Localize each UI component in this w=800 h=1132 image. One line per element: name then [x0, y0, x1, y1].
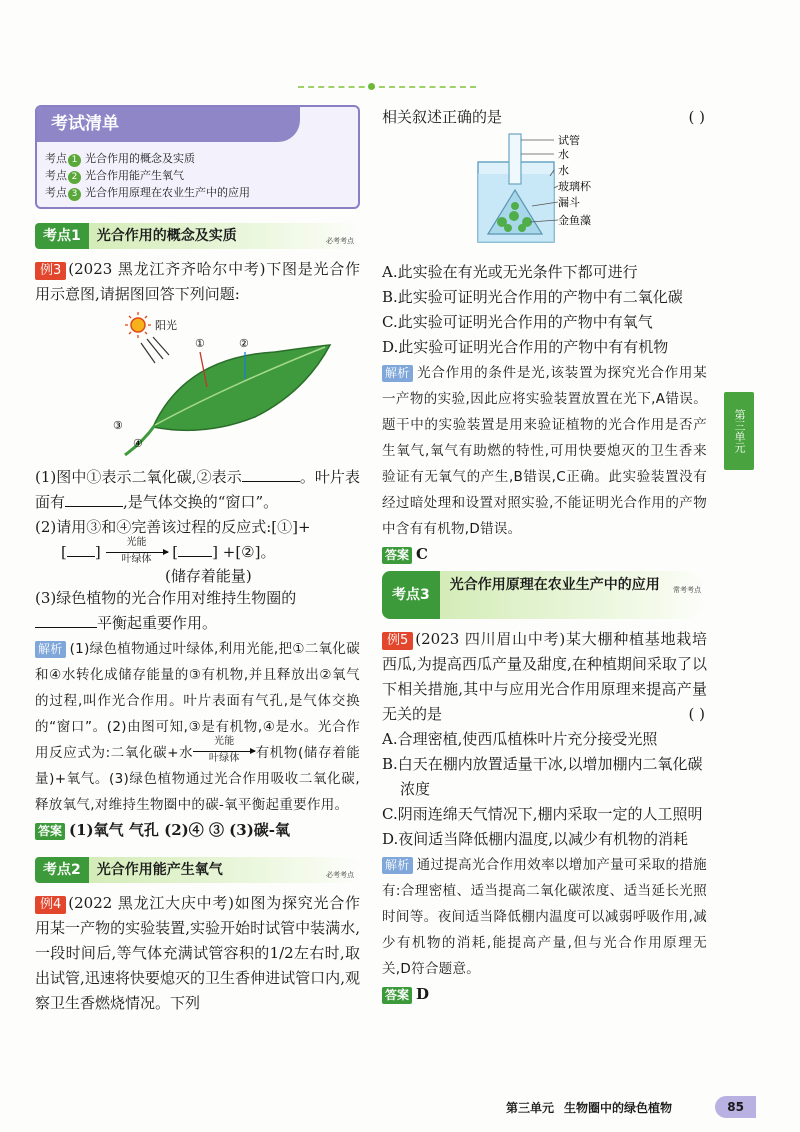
top-decoration	[298, 86, 476, 88]
right-column	[382, 105, 707, 1007]
question-1: (1)图中①表示二氧化碳,②表示 。叶片表面有 ,是气体交换的“窗口”。	[35, 468, 360, 511]
test-tube	[509, 134, 521, 184]
question-2: (2)请用③和④完善该过程的反应式:[①]+	[35, 518, 311, 536]
example-5-answer: 答案 D	[382, 982, 707, 1007]
answer-label: 答案	[382, 547, 412, 564]
label-beaker: 玻璃杯	[558, 180, 591, 193]
light-arrows-icon	[141, 337, 169, 363]
label-hornwort: 金鱼藻	[558, 214, 591, 227]
example-label: 例5	[382, 632, 413, 650]
section-title: 光合作用能产生氧气 必考考点	[89, 857, 360, 883]
answer-parentheses[interactable]: ( )	[688, 705, 705, 723]
explanation-label: 解析	[382, 365, 413, 382]
sun-icon	[125, 312, 151, 338]
explanation-label: 解析	[35, 641, 66, 658]
equation-note: (储存着能量)	[165, 566, 252, 585]
reaction-arrow: 光能 叶绿体	[193, 740, 255, 765]
label-water: 水	[558, 148, 569, 161]
reaction-equation: [ ] 光能 叶绿体 [ ] +[②]。	[61, 536, 276, 565]
section-title: 光合作用的概念及实质 必考考点	[89, 223, 360, 249]
answer-blank[interactable]	[65, 491, 123, 507]
example-3-answer: 答案 (1)氧气 气孔 (2)④ ③ (3)碳-氧	[35, 818, 360, 843]
section-note: 必考考点	[326, 237, 354, 245]
answer-blank[interactable]	[35, 612, 97, 628]
footer-chapter: 生物圈中的绿色植物	[564, 1100, 673, 1115]
label-4: ④	[133, 437, 143, 450]
label-funnel: 漏斗	[558, 196, 580, 209]
option-a: A.此实验在有光或无光条件下都可进行	[382, 263, 638, 281]
answer-parentheses[interactable]: ( )	[688, 108, 705, 126]
example-4-answer: 答案 C	[382, 542, 707, 567]
answer-label: 答案	[35, 823, 65, 840]
point-number-badge: 3	[68, 188, 81, 201]
reaction-arrow: 光能 叶绿体	[106, 541, 168, 566]
section-tag: 考点2	[35, 857, 89, 883]
example-4-stem-continued: 相关叙述正确的是 ( )	[382, 105, 707, 130]
option-d: D.夜间适当降低棚内温度,以减少有机物的消耗	[382, 830, 689, 848]
section-tag: 考点3	[382, 571, 440, 619]
point-number-badge: 1	[68, 154, 81, 167]
checklist-item: 考点 3 光合作用原理在农业生产中的应用	[45, 186, 250, 199]
label-2: ②	[239, 337, 249, 350]
answer-label: 答案	[382, 987, 412, 1004]
section-note: 常考考点	[673, 586, 701, 594]
label-3: ③	[113, 419, 123, 432]
footer-unit: 第三单元	[506, 1100, 555, 1115]
section-header-3	[382, 571, 707, 619]
section-header-1	[35, 223, 360, 249]
option-c: C.此实验可证明光合作用的产物中有氧气	[382, 313, 653, 331]
exam-checklist	[35, 105, 360, 209]
option-a: A.合理密植,使西瓜植株叶片充分接受光照	[382, 730, 658, 748]
page-footer	[506, 1096, 756, 1118]
example-5-explanation: 解析 通过提高光合作用效率以增加产量可采取的措施有:合理密植、适当提高二氧化碳浓度、适当延长光照时间等。夜间适当降低棚内温度可以减弱呼吸作用,减少有机物的消耗,能提高产量,但与光合作用原理无关,D符合题意。	[382, 857, 707, 977]
answer-blank[interactable]	[242, 466, 300, 482]
example-label: 例4	[35, 896, 66, 914]
example-label: 例3	[35, 262, 66, 280]
label-test-tube: 试管	[558, 134, 580, 147]
option-b: B.白天在棚内放置适量干冰,以增加棚内二氧化碳浓度	[382, 755, 703, 798]
checklist-item: 考点 2 光合作用能产生氧气	[45, 169, 184, 182]
unit-side-tab[interactable]: 第三单元	[724, 392, 754, 470]
example-3-stem: 例3 (2023 黑龙江齐齐哈尔中考)下图是光合作用示意图,请据图回答下列问题:	[35, 260, 360, 303]
sun-label: 阳光	[155, 319, 177, 332]
section-title: 光合作用原理在农业生产中的应用 常考考点	[440, 571, 707, 619]
checklist-title: 考试清单	[37, 107, 300, 142]
section-note: 必考考点	[326, 870, 354, 879]
page-number: 85	[715, 1096, 756, 1118]
option-c: C.阴雨连绵天气情况下,棚内采取一定的人工照明	[382, 805, 703, 823]
leaf-photosynthesis-diagram	[35, 307, 360, 457]
option-b: B.此实验可证明光合作用的产物中有二氧化碳	[382, 288, 683, 306]
example-4-stem: 例4 (2022 黑龙江大庆中考)如图为探究光合作用某一产物的实验装置,实验开始时试管中装满水,一段时间后,等气体充满试管容积的1/2左右时,取出试管,迅速将快要熄灭的卫生香伸进试管口内,观察卫生香燃烧情况。下列	[35, 893, 360, 1012]
option-d: D.此实验可证明光合作用的产物中有有机物	[382, 338, 669, 356]
checklist-item: 考点 1 光合作用的概念及实质	[45, 152, 195, 165]
leaf-shape	[153, 345, 330, 430]
label-water: 水	[558, 164, 569, 177]
label-1: ①	[195, 337, 205, 350]
section-header-2	[35, 857, 360, 883]
answer-blank[interactable]	[178, 541, 212, 557]
example-3-explanation: 解析 (1)绿色植物通过叶绿体,利用光能,把①二氧化碳和④水转化成储存能量的③有机物,并且释放出②氧气的过程,叫作光合作用。叶片表面有气孔,是气体交换的“窗口”。(2)由图可知,③是有机物,④是水。光合作用反应式为:二氧化碳+水 光能 叶绿体 有机物(储存着能量)+氧气。(3)绿色植物通过光合作用吸收二氧化碳,释放氧气,对维持生物圈中的碳-氧平衡起重要作用。	[35, 640, 360, 813]
section-tag: 考点1	[35, 223, 89, 249]
point-number-badge: 2	[68, 171, 81, 184]
example-4-explanation: 解析 光合作用的条件是光,该装置为探究光合作用某一产物的实验,因此应将实验装置放置在光下,A错误。题干中的实验装置是用来验证植物的光合作用是否产生氧气,氧气有助燃的特性,可用快要熄灭的卫生香来验证有无氧气的产生,B错误,C正确。此实验装置没有经过暗处理和设置对照实验,不能证明光合作用的产物中含有有机物,D错误。	[382, 365, 707, 537]
example-5-stem: 例5 (2023 四川眉山中考)某大棚种植基地栽培西瓜,为提高西瓜产量及甜度,在种植期间采取了以下相关措施,其中与应用光合作用原理来提高产量无关的是 ( )	[382, 627, 707, 727]
left-column	[35, 105, 360, 1016]
answer-blank[interactable]	[67, 541, 95, 557]
top-decoration-dot	[368, 83, 375, 90]
question-3: (3)绿色植物的光合作用对维持生物圈的 平衡起重要作用。	[35, 588, 297, 632]
checklist-list	[37, 142, 358, 207]
explanation-label: 解析	[382, 857, 413, 874]
experiment-apparatus-diagram	[382, 130, 707, 252]
